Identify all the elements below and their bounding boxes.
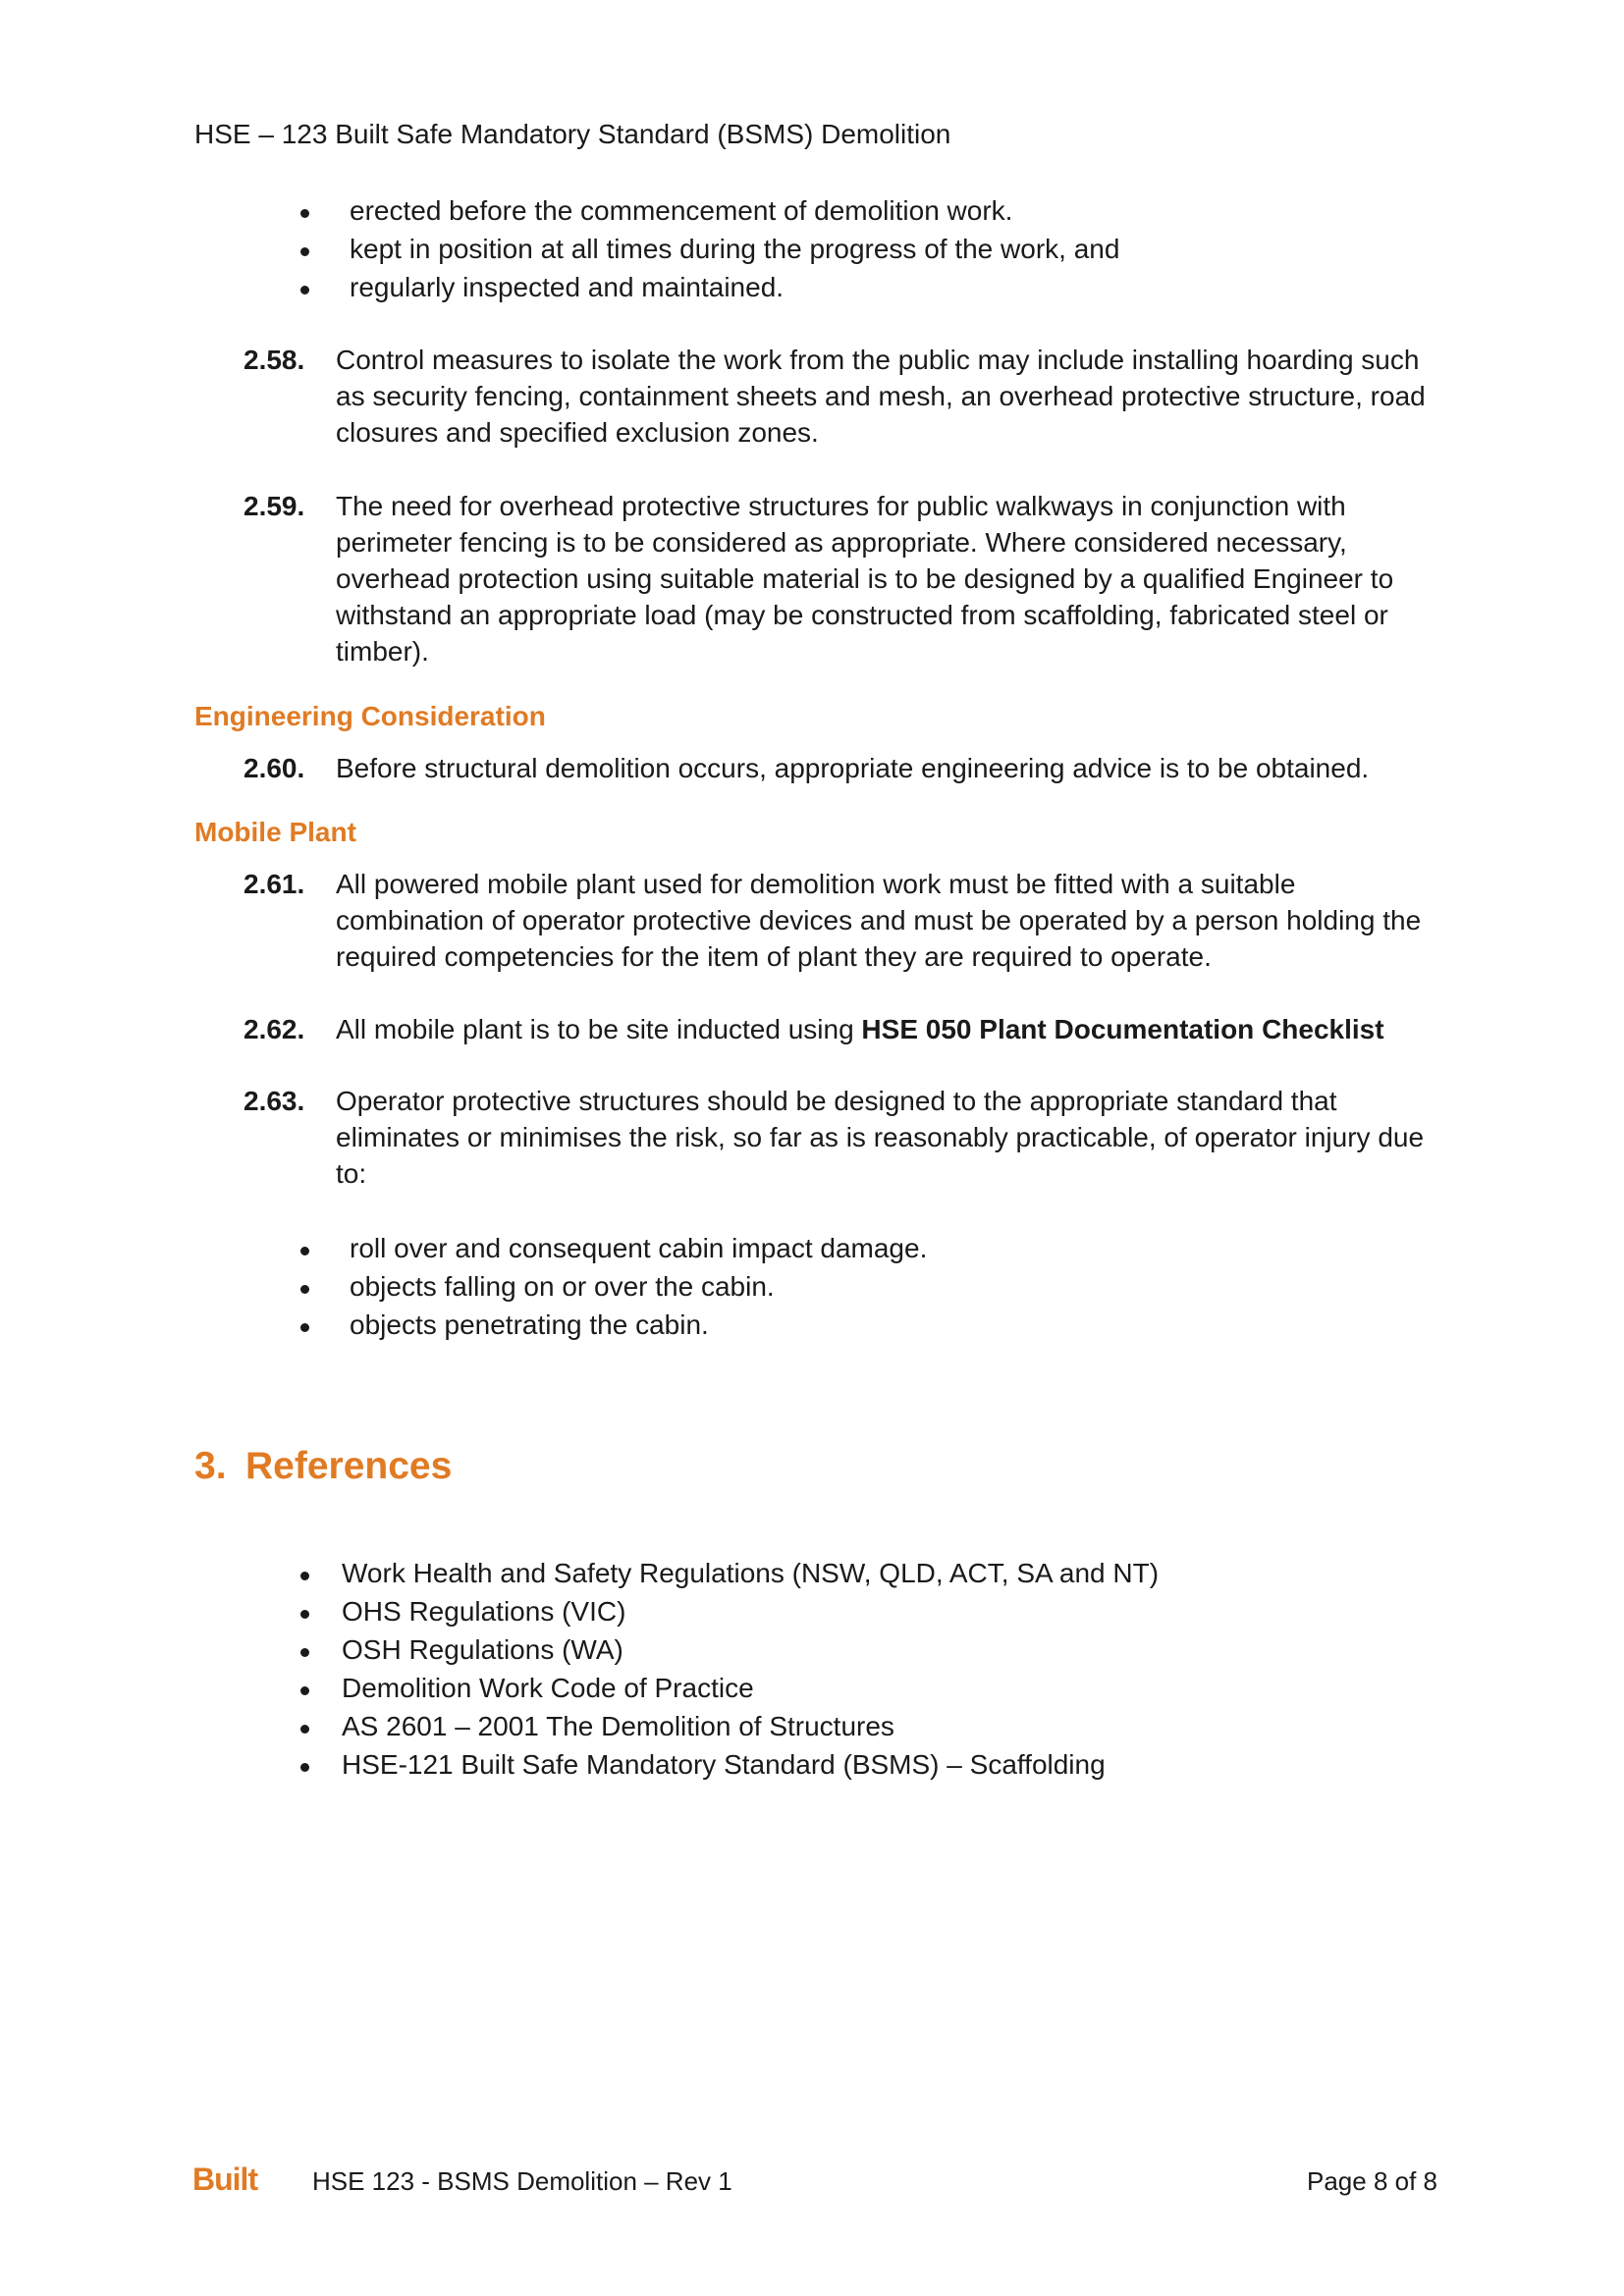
bullet-icon	[300, 1725, 309, 1734]
bullet-icon	[300, 1285, 309, 1294]
clause-text: All powered mobile plant used for demolition work must be fitted with a suitable combination of operator protective devices and must be operated by a person holding the required competencies for the item of plant they are required to operate.	[336, 869, 1422, 972]
footer-document-title: HSE 123 - BSMS Demolition – Rev 1	[312, 2166, 732, 2196]
clause-number: 2.58.	[244, 345, 305, 375]
page-footer	[0, 2162, 1624, 2201]
section-heading-references	[194, 1443, 452, 1490]
bullet-icon	[300, 1323, 309, 1332]
bullet-icon	[300, 1648, 309, 1657]
clause-text: Control measures to isolate the work from the public may include installing hoarding such as security fencing, containment sheets and mesh, an overhead protective structure, road closures and specified exclusion zones.	[336, 345, 1426, 448]
clause-number: 2.59.	[244, 491, 305, 521]
checklist-reference: HSE 050 Plant Documentation Checklist	[861, 1014, 1384, 1044]
bullet-icon	[300, 1686, 309, 1695]
bullet-icon	[300, 286, 309, 294]
subheading-engineering: Engineering Consideration	[194, 701, 546, 731]
clause-number: 2.61.	[244, 869, 305, 899]
clause-text-plain: All mobile plant is to be site inducted using	[336, 1014, 862, 1044]
clause-number: 2.62.	[244, 1014, 305, 1044]
section-number: 3.	[194, 1445, 227, 1487]
bullet-icon	[300, 1572, 309, 1580]
page-header: HSE – 123 Built Safe Mandatory Standard (BSMS) Demolition	[194, 119, 951, 149]
bullet-icon	[300, 1247, 309, 1255]
built-logo: Built	[192, 2162, 258, 2197]
bullet-icon	[300, 1763, 309, 1772]
section-title: References	[245, 1445, 453, 1487]
clause-text: Before structural demolition occurs, appropriate engineering advice is to be obtained.	[336, 753, 1370, 783]
bullet-icon	[300, 1610, 309, 1619]
clause-number: 2.63.	[244, 1086, 305, 1116]
clause-number: 2.60.	[244, 753, 305, 783]
clause-text: Operator protective structures should be designed to the appropriate standard that eliminates or minimises the risk, so far as is reasonably practicable, of operator injury due to:	[336, 1086, 1425, 1189]
bullet-icon	[300, 247, 309, 256]
clause-text	[336, 1011, 1437, 1047]
clause-text: The need for overhead protective structures for public walkways in conjunction with perimeter fencing is to be considered as appropriate. Where considered necessary, overhead protection using suitable material is to be designed by a qualified Engineer to withstand an appropriate load (may be constructed from scaffolding, fabricated steel or timber).	[336, 491, 1394, 667]
subheading-mobile-plant: Mobile Plant	[194, 817, 356, 847]
page-number: Page 8 of 8	[1307, 2166, 1437, 2196]
bullet-icon	[300, 209, 309, 218]
